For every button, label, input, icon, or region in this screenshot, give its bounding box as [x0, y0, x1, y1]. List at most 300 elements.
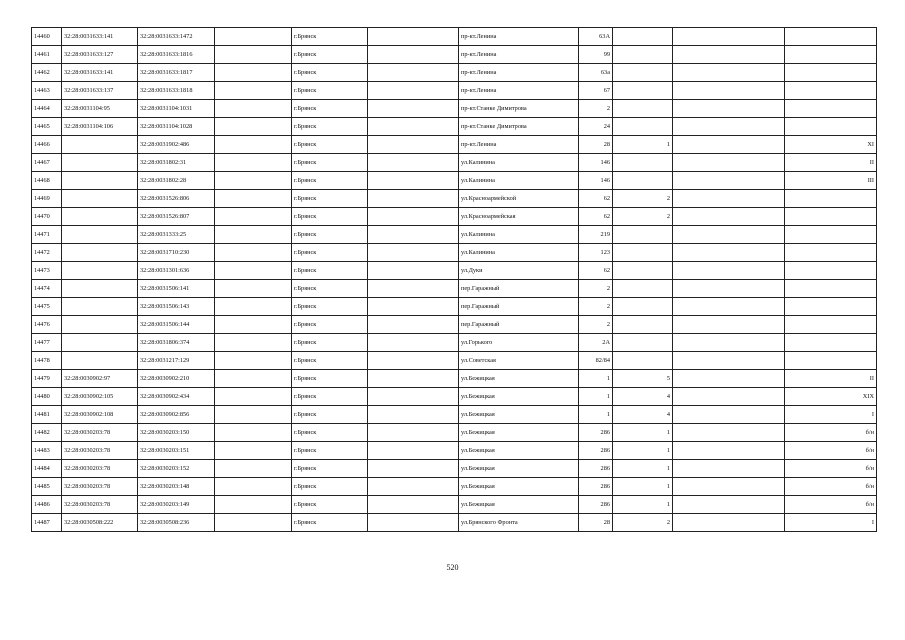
table-cell: 32:28:0030508:236 — [138, 514, 215, 532]
table-cell — [673, 136, 785, 154]
table-cell — [215, 370, 292, 388]
table-cell — [673, 496, 785, 514]
table-cell: ул.Калинина — [459, 172, 579, 190]
table-cell: XIX — [785, 388, 877, 406]
register-table — [31, 27, 877, 532]
table-row — [32, 298, 877, 316]
table-cell: г.Брянск — [292, 244, 368, 262]
table-cell: г.Брянск — [292, 514, 368, 532]
table-cell: 14482 — [32, 424, 62, 442]
table-cell: ул.Бежицкая — [459, 460, 579, 478]
table-row — [32, 226, 877, 244]
table-cell: 14479 — [32, 370, 62, 388]
table-cell: 14485 — [32, 478, 62, 496]
table-cell — [785, 208, 877, 226]
table-cell: 1 — [579, 388, 613, 406]
table-cell: 32:28:0031506:144 — [138, 316, 215, 334]
table-cell: 32:28:0030203:78 — [62, 478, 138, 496]
table-cell: 286 — [579, 478, 613, 496]
table-cell — [673, 82, 785, 100]
table-cell: 2 — [613, 208, 673, 226]
table-cell: 32:28:0030902:108 — [62, 406, 138, 424]
table-cell — [215, 424, 292, 442]
table-cell: 14461 — [32, 46, 62, 64]
table-cell — [368, 496, 459, 514]
table-cell — [368, 28, 459, 46]
table-cell — [673, 262, 785, 280]
table-cell: 32:28:0030203:149 — [138, 496, 215, 514]
table-cell: 32:28:0031633:137 — [62, 82, 138, 100]
table-cell: г.Брянск — [292, 118, 368, 136]
table-cell: 286 — [579, 460, 613, 478]
table-cell: г.Брянск — [292, 496, 368, 514]
table-cell — [368, 370, 459, 388]
table-cell — [368, 154, 459, 172]
table-cell: 14475 — [32, 298, 62, 316]
table-cell: 14471 — [32, 226, 62, 244]
table-cell: пер.Гаражный — [459, 316, 579, 334]
table-cell — [368, 226, 459, 244]
table-cell: ул.Брянского Фронта — [459, 514, 579, 532]
table-row — [32, 442, 877, 460]
table-body — [32, 28, 877, 532]
table-cell — [613, 64, 673, 82]
table-cell: 32:28:0030203:78 — [62, 442, 138, 460]
table-cell: 32:28:0031633:1818 — [138, 82, 215, 100]
table-cell — [215, 280, 292, 298]
table-cell: 62 — [579, 208, 613, 226]
table-cell — [215, 298, 292, 316]
table-cell: 1 — [613, 136, 673, 154]
table-cell: 32:28:0031802:28 — [138, 172, 215, 190]
table-cell: 219 — [579, 226, 613, 244]
table-cell: 82/84 — [579, 352, 613, 370]
table-cell: 1 — [579, 370, 613, 388]
table-cell — [215, 352, 292, 370]
table-cell: г.Брянск — [292, 370, 368, 388]
table-cell: 14468 — [32, 172, 62, 190]
table-cell: ул.Калинина — [459, 244, 579, 262]
table-cell — [215, 226, 292, 244]
table-cell — [368, 424, 459, 442]
table-cell: 1 — [579, 406, 613, 424]
table-cell — [613, 334, 673, 352]
table-cell — [785, 100, 877, 118]
register-sheet — [31, 27, 877, 532]
table-row — [32, 46, 877, 64]
table-cell — [368, 478, 459, 496]
table-cell: ул.Бежицкая — [459, 370, 579, 388]
table-row — [32, 262, 877, 280]
table-cell: 32:28:0031104:95 — [62, 100, 138, 118]
table-cell — [368, 208, 459, 226]
table-cell — [673, 226, 785, 244]
table-cell: 32:28:0030902:210 — [138, 370, 215, 388]
table-cell — [368, 172, 459, 190]
table-cell: г.Брянск — [292, 226, 368, 244]
table-cell: 146 — [579, 172, 613, 190]
table-cell — [613, 100, 673, 118]
table-cell: 14487 — [32, 514, 62, 532]
table-row — [32, 100, 877, 118]
table-cell: 32:28:0031633:127 — [62, 46, 138, 64]
table-cell: г.Брянск — [292, 460, 368, 478]
table-cell: 2 — [613, 514, 673, 532]
table-row — [32, 406, 877, 424]
table-cell: 5 — [613, 370, 673, 388]
table-cell: 32:28:0031802:31 — [138, 154, 215, 172]
table-cell — [673, 172, 785, 190]
table-cell: 32:28:0031633:1817 — [138, 64, 215, 82]
table-cell: 32:28:0031633:1472 — [138, 28, 215, 46]
table-cell: б/н — [785, 496, 877, 514]
table-row — [32, 496, 877, 514]
table-cell: 67 — [579, 82, 613, 100]
table-cell — [613, 262, 673, 280]
table-cell: I — [785, 406, 877, 424]
table-cell: ул.Красноармейская — [459, 208, 579, 226]
table-cell — [785, 46, 877, 64]
table-cell: пер.Гаражный — [459, 280, 579, 298]
table-cell: г.Брянск — [292, 46, 368, 64]
table-cell — [785, 244, 877, 262]
table-cell: 32:28:0031217:129 — [138, 352, 215, 370]
table-cell: г.Брянск — [292, 82, 368, 100]
table-cell: б/н — [785, 478, 877, 496]
table-cell: пер.Гаражный — [459, 298, 579, 316]
table-row — [32, 370, 877, 388]
table-cell — [673, 406, 785, 424]
table-cell — [215, 46, 292, 64]
table-cell: 28 — [579, 136, 613, 154]
table-cell — [215, 496, 292, 514]
table-cell: г.Брянск — [292, 316, 368, 334]
table-cell: 62 — [579, 262, 613, 280]
table-cell: 2 — [579, 100, 613, 118]
table-cell: 14470 — [32, 208, 62, 226]
table-cell: ул.Калинина — [459, 154, 579, 172]
table-cell — [368, 136, 459, 154]
table-cell — [368, 406, 459, 424]
table-cell — [673, 28, 785, 46]
table-cell — [673, 64, 785, 82]
table-cell: 32:28:0030902:434 — [138, 388, 215, 406]
table-cell: 2 — [613, 190, 673, 208]
table-cell: г.Брянск — [292, 334, 368, 352]
table-cell — [613, 316, 673, 334]
table-cell: 14486 — [32, 496, 62, 514]
table-cell — [613, 280, 673, 298]
table-cell: 32:28:0030203:152 — [138, 460, 215, 478]
table-cell: 1 — [613, 424, 673, 442]
table-cell — [62, 190, 138, 208]
table-cell — [613, 118, 673, 136]
table-cell: 32:28:0031104:106 — [62, 118, 138, 136]
table-cell — [215, 316, 292, 334]
table-cell — [613, 82, 673, 100]
table-cell — [215, 190, 292, 208]
table-cell: ул.Бежицкая — [459, 406, 579, 424]
table-row — [32, 388, 877, 406]
table-cell — [62, 298, 138, 316]
table-cell — [368, 118, 459, 136]
table-cell — [62, 172, 138, 190]
table-cell: 32:28:0031633:141 — [62, 28, 138, 46]
table-cell: 14474 — [32, 280, 62, 298]
table-cell: 4 — [613, 406, 673, 424]
table-cell: II — [785, 370, 877, 388]
table-cell — [368, 460, 459, 478]
table-cell — [215, 136, 292, 154]
table-cell: ул.Советская — [459, 352, 579, 370]
table-cell: 99 — [579, 46, 613, 64]
table-cell: I — [785, 514, 877, 532]
table-cell: 28 — [579, 514, 613, 532]
table-cell — [613, 154, 673, 172]
table-cell: 63а — [579, 64, 613, 82]
table-cell: XI — [785, 136, 877, 154]
table-cell: 14472 — [32, 244, 62, 262]
table-cell — [215, 442, 292, 460]
table-cell: 32:28:0031506:141 — [138, 280, 215, 298]
table-cell: ул.Дуки — [459, 262, 579, 280]
table-cell — [62, 262, 138, 280]
table-row — [32, 334, 877, 352]
table-cell: 1 — [613, 496, 673, 514]
table-cell: г.Брянск — [292, 478, 368, 496]
table-cell: г.Брянск — [292, 298, 368, 316]
table-cell — [673, 334, 785, 352]
table-row — [32, 316, 877, 334]
table-cell — [215, 28, 292, 46]
table-cell — [62, 136, 138, 154]
table-cell — [673, 352, 785, 370]
table-cell: 2 — [579, 316, 613, 334]
table-cell — [215, 388, 292, 406]
table-cell — [215, 208, 292, 226]
table-cell — [368, 64, 459, 82]
table-cell — [785, 190, 877, 208]
table-cell: ул.Бежицкая — [459, 496, 579, 514]
table-cell: г.Брянск — [292, 208, 368, 226]
table-cell — [785, 118, 877, 136]
table-cell — [673, 442, 785, 460]
table-cell — [215, 118, 292, 136]
table-cell — [673, 298, 785, 316]
table-cell: 32:28:0030203:148 — [138, 478, 215, 496]
table-cell — [673, 424, 785, 442]
table-cell: г.Брянск — [292, 262, 368, 280]
table-cell: 32:28:0031633:1816 — [138, 46, 215, 64]
table-cell — [368, 100, 459, 118]
table-cell — [673, 388, 785, 406]
table-cell — [785, 352, 877, 370]
table-cell — [215, 514, 292, 532]
table-cell — [62, 244, 138, 262]
table-cell — [673, 46, 785, 64]
table-cell: 32:28:0030508:222 — [62, 514, 138, 532]
table-cell — [673, 478, 785, 496]
table-cell — [62, 352, 138, 370]
table-cell — [785, 334, 877, 352]
table-cell — [613, 172, 673, 190]
table-row — [32, 424, 877, 442]
table-cell — [673, 316, 785, 334]
table-cell — [673, 514, 785, 532]
table-cell — [673, 460, 785, 478]
table-row — [32, 460, 877, 478]
table-cell — [62, 208, 138, 226]
table-cell — [368, 46, 459, 64]
table-cell: г.Брянск — [292, 388, 368, 406]
table-cell — [215, 64, 292, 82]
table-cell: г.Брянск — [292, 352, 368, 370]
table-cell: ул.Горького — [459, 334, 579, 352]
table-cell — [673, 370, 785, 388]
table-cell: 32:28:0031526:807 — [138, 208, 215, 226]
table-cell: 14469 — [32, 190, 62, 208]
table-cell: ул.Калинина — [459, 226, 579, 244]
table-cell: 4 — [613, 388, 673, 406]
table-cell: 32:28:0030902:856 — [138, 406, 215, 424]
table-cell: 1 — [613, 460, 673, 478]
table-cell — [368, 82, 459, 100]
table-cell — [215, 334, 292, 352]
table-cell: ул.Бежицкая — [459, 388, 579, 406]
table-cell: пр-кт.Ленина — [459, 82, 579, 100]
table-cell: 32:28:0031526:806 — [138, 190, 215, 208]
table-cell: 14476 — [32, 316, 62, 334]
table-cell — [673, 244, 785, 262]
table-cell: г.Брянск — [292, 64, 368, 82]
table-cell — [673, 280, 785, 298]
table-cell: 14477 — [32, 334, 62, 352]
table-cell: 32:28:0031333:25 — [138, 226, 215, 244]
table-cell: 14480 — [32, 388, 62, 406]
table-cell — [215, 172, 292, 190]
table-cell — [62, 154, 138, 172]
table-row — [32, 190, 877, 208]
table-cell: 2 — [579, 298, 613, 316]
table-cell: г.Брянск — [292, 154, 368, 172]
table-cell: г.Брянск — [292, 100, 368, 118]
table-cell: 14464 — [32, 100, 62, 118]
table-cell: г.Брянск — [292, 136, 368, 154]
table-row — [32, 136, 877, 154]
table-cell — [673, 190, 785, 208]
table-cell: 32:28:0030203:151 — [138, 442, 215, 460]
table-cell: 32:28:0030203:150 — [138, 424, 215, 442]
table-cell — [215, 244, 292, 262]
table-cell: 123 — [579, 244, 613, 262]
table-cell: 62 — [579, 190, 613, 208]
table-row — [32, 28, 877, 46]
table-cell — [673, 118, 785, 136]
table-row — [32, 154, 877, 172]
table-row — [32, 208, 877, 226]
table-cell: 2 — [579, 280, 613, 298]
page-number: 520 — [446, 563, 459, 572]
table-cell: 32:28:0030902:97 — [62, 370, 138, 388]
table-cell — [613, 226, 673, 244]
table-cell: 63А — [579, 28, 613, 46]
table-cell — [785, 316, 877, 334]
table-cell — [368, 388, 459, 406]
table-cell: пр-кт.Ленина — [459, 46, 579, 64]
table-cell — [215, 478, 292, 496]
table-cell: 14473 — [32, 262, 62, 280]
table-cell: г.Брянск — [292, 442, 368, 460]
table-cell — [62, 280, 138, 298]
table-cell: 24 — [579, 118, 613, 136]
table-cell — [215, 100, 292, 118]
table-cell — [368, 298, 459, 316]
table-cell: 14463 — [32, 82, 62, 100]
table-cell: 32:28:0031104:1031 — [138, 100, 215, 118]
table-cell: 32:28:0031506:143 — [138, 298, 215, 316]
table-cell: г.Брянск — [292, 28, 368, 46]
table-cell — [785, 64, 877, 82]
table-cell — [613, 298, 673, 316]
table-cell: г.Брянск — [292, 280, 368, 298]
table-cell — [215, 262, 292, 280]
table-cell — [368, 244, 459, 262]
table-cell: 32:28:0030203:78 — [62, 496, 138, 514]
table-cell: пр-кт.Станке Димитрова — [459, 118, 579, 136]
table-cell — [785, 298, 877, 316]
table-cell — [673, 154, 785, 172]
table-cell — [62, 334, 138, 352]
table-row — [32, 172, 877, 190]
table-cell: г.Брянск — [292, 172, 368, 190]
table-cell — [785, 262, 877, 280]
table-cell — [613, 244, 673, 262]
table-cell — [613, 28, 673, 46]
table-row — [32, 118, 877, 136]
table-cell — [368, 442, 459, 460]
table-cell: 32:28:0030902:105 — [62, 388, 138, 406]
table-cell: г.Брянск — [292, 424, 368, 442]
table-cell — [368, 280, 459, 298]
table-cell: 2А — [579, 334, 613, 352]
table-cell — [368, 262, 459, 280]
table-cell — [368, 352, 459, 370]
table-cell: б/н — [785, 424, 877, 442]
table-cell: 32:28:0031104:1028 — [138, 118, 215, 136]
table-cell: ул.Красноармейской — [459, 190, 579, 208]
table-cell — [673, 100, 785, 118]
table-cell: 32:28:0031301:636 — [138, 262, 215, 280]
table-cell: пр-кт.Ленина — [459, 136, 579, 154]
table-cell — [785, 280, 877, 298]
table-row — [32, 478, 877, 496]
table-cell — [215, 154, 292, 172]
table-cell — [785, 226, 877, 244]
table-row — [32, 64, 877, 82]
table-cell — [62, 316, 138, 334]
table-cell — [785, 82, 877, 100]
table-cell: 32:28:0031710:230 — [138, 244, 215, 262]
table-cell: 32:28:0031902:486 — [138, 136, 215, 154]
table-cell: III — [785, 172, 877, 190]
table-cell: 14484 — [32, 460, 62, 478]
table-cell — [62, 226, 138, 244]
table-cell: ул.Бежицкая — [459, 478, 579, 496]
table-cell: б/н — [785, 460, 877, 478]
table-cell: г.Брянск — [292, 406, 368, 424]
table-cell: 32:28:0030203:78 — [62, 460, 138, 478]
table-cell: 14478 — [32, 352, 62, 370]
